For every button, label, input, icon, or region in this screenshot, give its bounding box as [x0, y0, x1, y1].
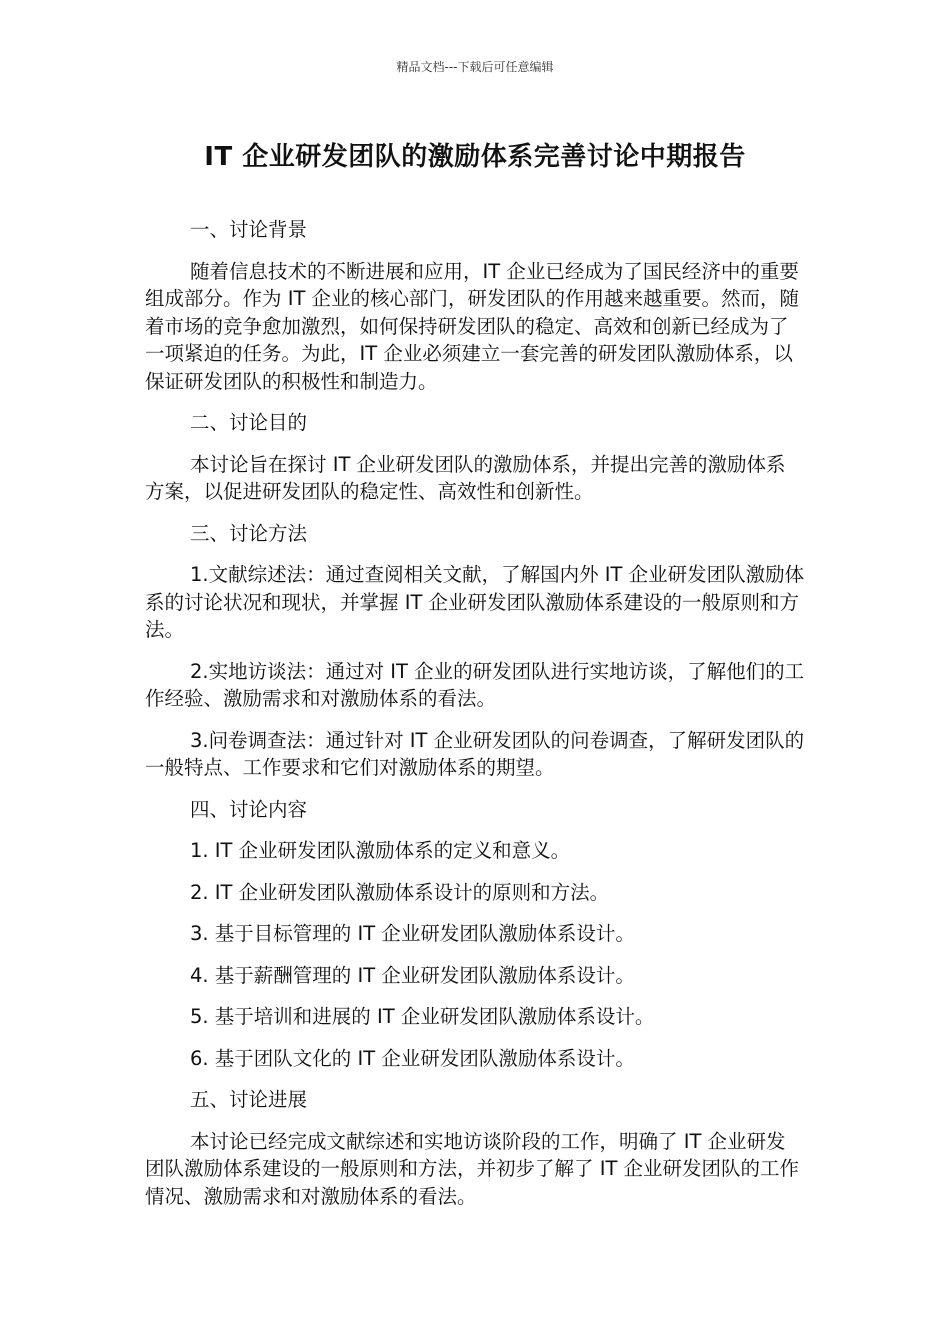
section-heading-methods: 三、讨论方法 [190, 521, 308, 545]
document-body [145, 216, 805, 1224]
paragraph-method-literature: 1.文献综述法：通过查阅相关文献，了解国内外 IT 企业研发团队激励体系的讨论状况和现状，并掌握 IT 企业研发团队激励体系建设的一般原则和方法。 [145, 563, 805, 641]
paragraph-method-interview: 2.实地访谈法：通过对 IT 企业的研发团队进行实地访谈，了解他们的工作经验、激励需求和对激励体系的看法。 [145, 659, 805, 710]
paragraph-method-survey: 3.问卷调查法：通过针对 IT 企业研发团队的问卷调查，了解研发团队的一般特点、工作要求和它们对激励体系的期望。 [145, 728, 805, 779]
header-note: 精品文档---下载后可任意编辑 [396, 60, 554, 74]
section-heading-purpose: 二、讨论目的 [190, 411, 308, 434]
content-item-6: 6. 基于团队文化的 IT 企业研发团队激励体系设计。 [190, 1046, 635, 1070]
content-item-2: 2. IT 企业研发团队激励体系设计的原则和方法。 [190, 880, 610, 904]
content-item-1: 1. IT 企业研发团队激励体系的定义和意义。 [190, 839, 571, 862]
section-heading-background: 一、讨论背景 [190, 218, 308, 241]
section-heading-content: 四、讨论内容 [190, 797, 308, 821]
section-heading-progress: 五、讨论进展 [190, 1088, 308, 1111]
paragraph-progress: 本讨论已经完成文献综述和实地访谈阶段的工作，明确了 IT 企业研发团队激励体系建设的一般原则和方法，并初步了解了 IT 企业研发团队的工作情况、激励需求和对激励体系的看法。 [145, 1129, 800, 1208]
paragraph-purpose: 本讨论旨在探讨 IT 企业研发团队的激励体系，并提出完善的激励体系方案，以促进研发团队的稳定性、高效性和创新性。 [145, 452, 786, 503]
content-item-3: 3. 基于目标管理的 IT 企业研发团队激励体系设计。 [190, 922, 635, 945]
content-item-4: 4. 基于薪酬管理的 IT 企业研发团队激励体系设计。 [190, 963, 635, 987]
paragraph-background: 随着信息技术的不断进展和应用，IT 企业已经成为了国民经济中的重要组成部分。作为 IT 企业的核心部门，研发团队的作用越来越重要。然而，随着市场的竞争愈加激烈，如何保持研发团队的稳定、高效和创新已经成为了一项紧迫的任务。为此，IT 企业必须建立一套完善的研发团队激励体系，以保证研发团队的积极性和制造力。 [145, 259, 800, 393]
document-title: IT 企业研发团队的激励体系完善讨论中期报告 [204, 142, 746, 172]
content-item-5: 5. 基于培训和进展的 IT 企业研发团队激励体系设计。 [190, 1005, 655, 1028]
